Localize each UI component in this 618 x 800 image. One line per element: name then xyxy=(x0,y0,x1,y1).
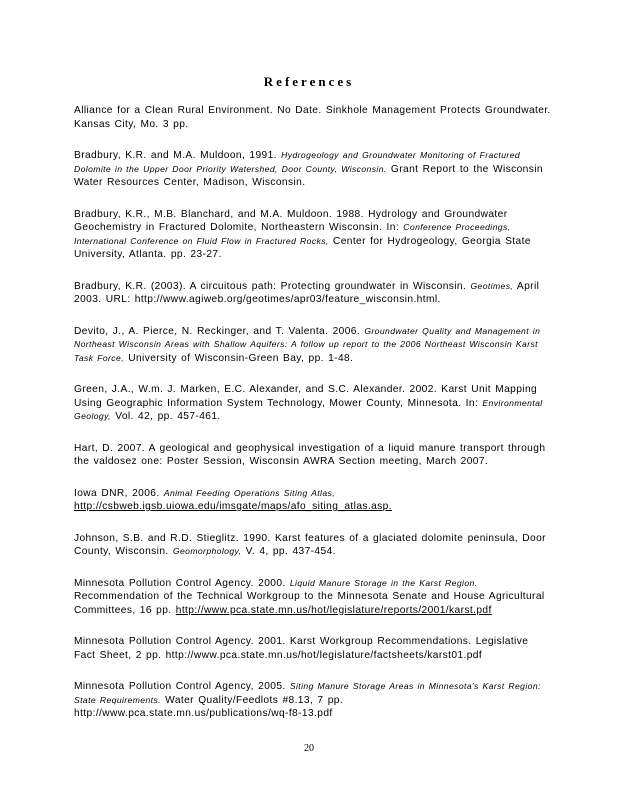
reference-text: Minnesota Pollution Control Agency, 2005. xyxy=(74,681,290,692)
reference-source: Animal Feeding Operations Siting Atlas, xyxy=(163,487,335,498)
reference-entry xyxy=(74,208,552,262)
reference-text: Hart, D. 2007. A geological and geophysical investigation of a liquid manure transport through the valdosez one: Poster Session, Wisconsin AWRA Section meeting, March 2007. xyxy=(74,442,546,467)
reference-text: V. 4, pp. 437-454. xyxy=(241,546,336,557)
reference-list xyxy=(74,104,552,739)
reference-entry xyxy=(74,635,552,662)
reference-entry xyxy=(74,532,552,559)
reference-entry xyxy=(74,325,552,366)
reference-text: Devito, J., A. Pierce, N. Reckinger, and T. Valenta. 2006. xyxy=(74,325,365,337)
reference-text: Vol. 42, pp. 457-461. xyxy=(110,411,221,422)
reference-entry xyxy=(74,577,552,618)
reference-text: Bradbury, K.R. (2003). A circuitous path: Protecting groundwater in Wisconsin. xyxy=(74,280,471,292)
reference-source: Liquid Manure Storage in the Karst Region. xyxy=(289,577,478,588)
reference-text: Water Quality/Feedlots #8.13, 7 pp. http://www.pca.state.mn.us/publications/wq-f8-13.pdf xyxy=(74,694,344,719)
reference-link[interactable]: http://www.pca.state.mn.us/hot/legislature/reports/2001/karst.pdf xyxy=(175,604,492,616)
reference-source: Siting Manure Storage Areas in Minnesota's Karst Region: State Requirements. xyxy=(74,681,541,705)
reference-text: Minnesota Pollution Control Agency. 2000. xyxy=(74,577,290,589)
reference-text: Iowa DNR, 2006. xyxy=(74,487,164,499)
reference-text: Green, J.A., W.m. J. Marken, E.C. Alexander, and S.C. Alexander. 2002. Karst Unit Mapping Using Geographic Information System Technology, Mower County, Minnesota. In: xyxy=(74,384,538,409)
reference-entry xyxy=(74,442,552,469)
page-title: References xyxy=(263,74,355,89)
reference-text: Center for Hydrogeology, Georgia State University, Atlanta. pp. 23-27. xyxy=(74,235,531,260)
reference-entry xyxy=(74,680,552,721)
reference-text: April 2003. URL: http://www.agiweb.org/geotimes/apr03/feature_wisconsin.html. xyxy=(74,280,540,305)
reference-entry xyxy=(74,280,552,307)
reference-text: Bradbury, K.R. and M.A. Muldoon, 1991. xyxy=(74,150,282,161)
reference-source: Groundwater Quality and Management in Northeast Wisconsin Areas with Shallow Aquifers: A follow up report to the 2006 Northeast Wisconsin Karst Task Force, xyxy=(74,325,541,363)
reference-text: Recommendation of the Technical Workgroup to the Minnesota Senate and House Agricultural Committees, 16 pp. xyxy=(74,591,545,616)
reference-entry xyxy=(74,104,552,131)
reference-text: Bradbury, K.R., M.B. Blanchard, and M.A. Muldoon. 1988. Hydrology and Groundwater Geochemistry in Fractured Dolomite, Northeastern Wisconsin. In: xyxy=(74,208,508,233)
reference-source: Environmental Geology, xyxy=(74,397,543,421)
reference-entry xyxy=(74,149,552,190)
reference-entry xyxy=(74,383,552,424)
reference-entry xyxy=(74,487,552,514)
reference-text: Johnson, S.B. and R.D. Stieglitz. 1990. Karst features of a glaciated dolomite peninsula, Door County, Wisconsin. xyxy=(74,532,546,557)
reference-link[interactable]: http://csbweb.igsb.uiowa.edu/imsgate/maps/afo_siting_atlas.asp. xyxy=(74,501,392,512)
reference-text: Alliance for a Clean Rural Environment. No Date. Sinkhole Management Protects Groundwater. Kansas City, Mo. 3 pp. xyxy=(74,105,551,130)
reference-source: Geotimes, xyxy=(470,280,514,291)
reference-text: Grant Report to the Wisconsin Water Resources Center, Madison, Wisconsin. xyxy=(74,163,543,188)
page-number: 20 xyxy=(304,743,314,754)
reference-source: Hydrogeology and Groundwater Monitoring of Fractured Dolomite in the Upper Door Priority Watershed, Door County, Wisconsin. xyxy=(74,150,521,174)
reference-source: Geomorphology, xyxy=(172,546,242,556)
reference-text: Minnesota Pollution Control Agency. 2001. Karst Workgroup Recommendations. Legislative Fact Sheet, 2 pp. http://www.pca.state.mn.us/hot/legislature/factsheets/karst01.pdf xyxy=(74,636,529,661)
reference-text: University of Wisconsin-Green Bay, pp. 1-48. xyxy=(123,352,354,364)
reference-source: Conference Proceedings, International Conference on Fluid Flow in Fractured Rocks, xyxy=(74,222,511,246)
